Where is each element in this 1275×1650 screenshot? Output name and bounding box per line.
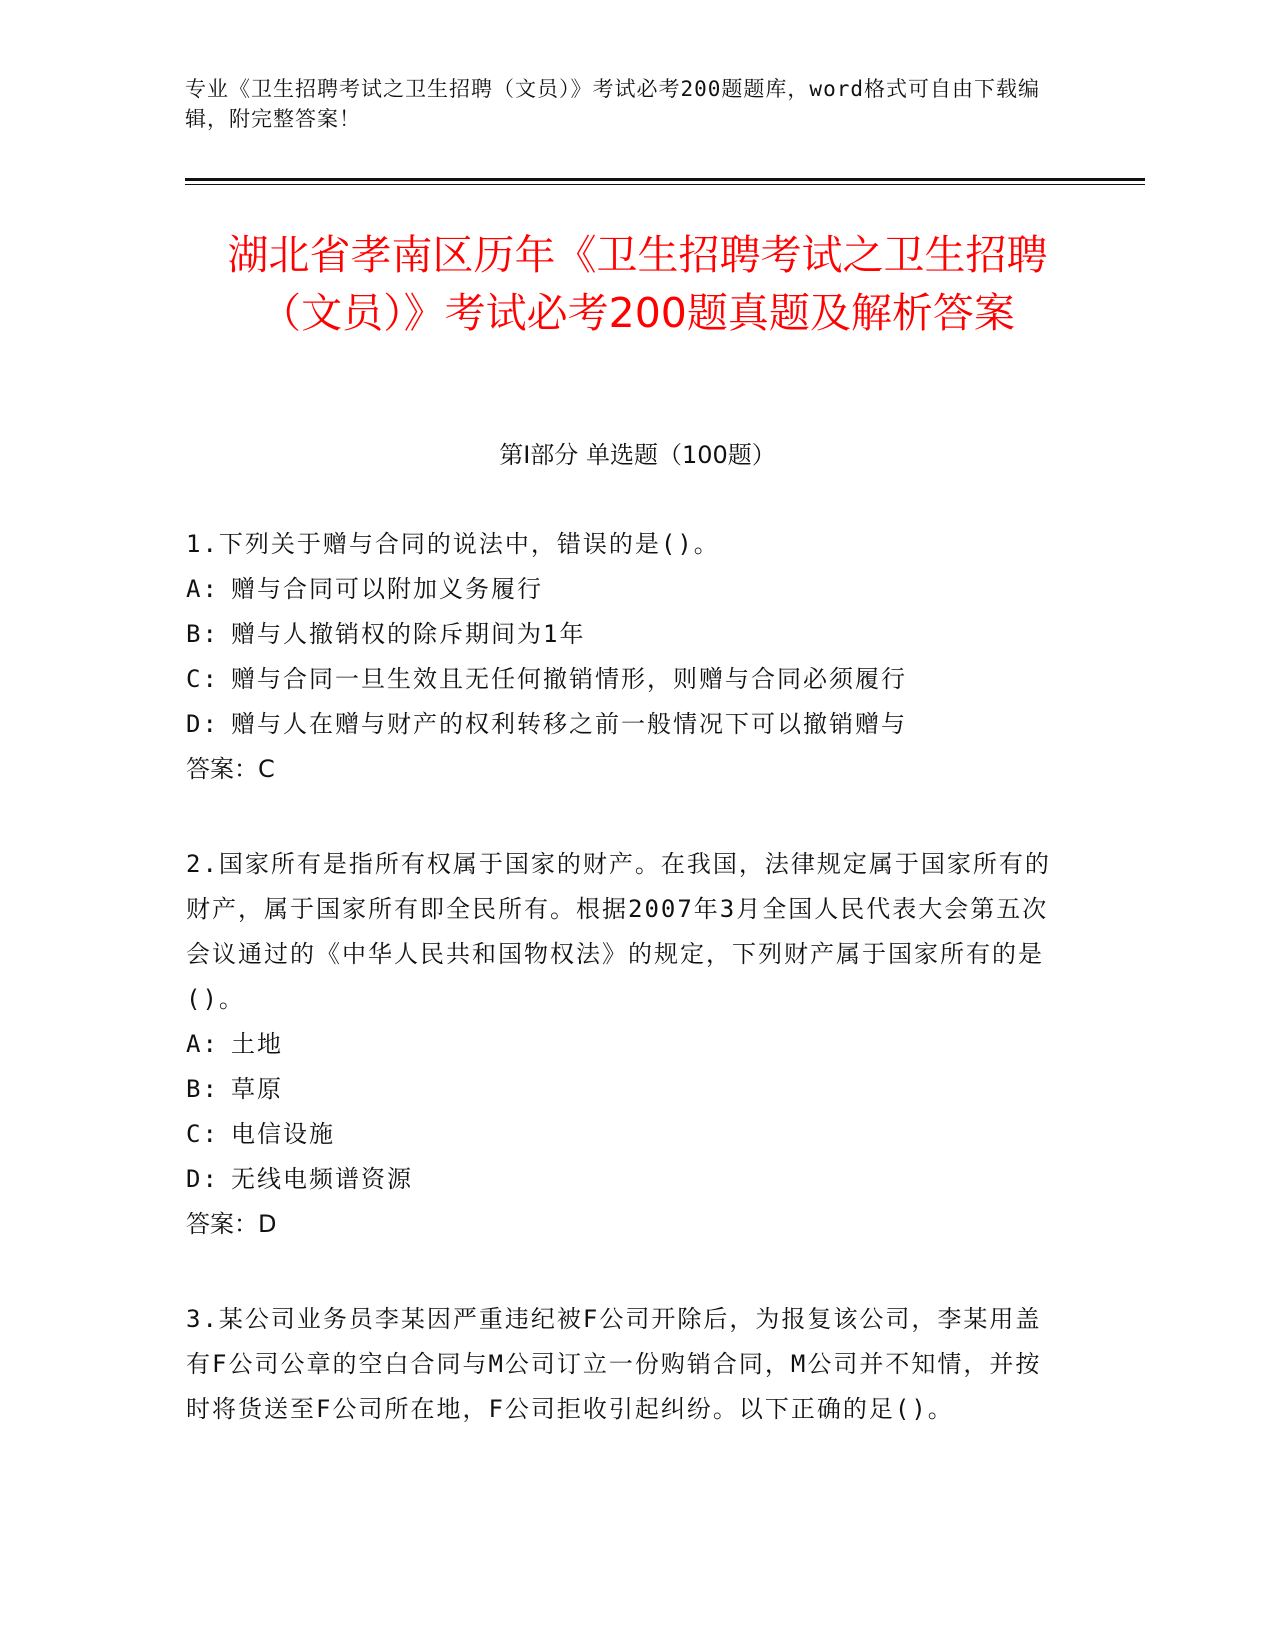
option-text: 电信设施 bbox=[231, 1120, 335, 1148]
option-d bbox=[186, 702, 1066, 747]
section-title: 第I部分 单选题（100题） bbox=[499, 441, 776, 469]
header-rule-thin bbox=[185, 184, 1145, 185]
option-text: 无线电频谱资源 bbox=[231, 1165, 413, 1193]
option-text: 赠与人撤销权的除斥期间为1年 bbox=[231, 620, 586, 648]
option-text: 土地 bbox=[231, 1030, 283, 1058]
option-key: B: bbox=[186, 620, 219, 648]
option-key: A: bbox=[186, 1030, 219, 1058]
option-c bbox=[186, 657, 1066, 702]
option-a bbox=[186, 1022, 1066, 1067]
document-title: 湖北省孝南区历年《卫生招聘考试之卫生招聘（文员）》考试必考200题真题及解析答案 bbox=[227, 231, 1048, 337]
question-2 bbox=[186, 842, 1066, 1247]
option-key: C: bbox=[186, 1120, 219, 1148]
option-b bbox=[186, 612, 1066, 657]
option-text: 赠与合同一旦生效且无任何撤销情形，则赠与合同必须履行 bbox=[231, 665, 907, 693]
option-key: C: bbox=[186, 665, 219, 693]
option-key: B: bbox=[186, 1075, 219, 1103]
answer: 答案：D bbox=[186, 1210, 277, 1238]
option-key: D: bbox=[186, 1165, 219, 1193]
header-note: 专业《卫生招聘考试之卫生招聘（文员）》考试必考200题题库，word格式可自由下载编辑，附完整答案！ bbox=[185, 77, 1040, 131]
question-stem: 1.下列关于赠与合同的说法中，错误的是()。 bbox=[186, 530, 720, 558]
option-d bbox=[186, 1157, 1066, 1202]
option-key: D: bbox=[186, 710, 219, 738]
header-rule-thick bbox=[185, 178, 1145, 181]
option-b bbox=[186, 1067, 1066, 1112]
option-text: 赠与人在赠与财产的权利转移之前一般情况下可以撤销赠与 bbox=[231, 710, 907, 738]
option-key: A: bbox=[186, 575, 219, 603]
option-c bbox=[186, 1112, 1066, 1157]
option-text: 草原 bbox=[231, 1075, 283, 1103]
question-1 bbox=[186, 522, 1066, 792]
question-stem: 3.某公司业务员李某因严重违纪被F公司开除后，为报复该公司，李某用盖有F公司公章的空白合同与M公司订立一份购销合同，M公司并不知情，并按时将货送至F公司所在地，F公司拒收引起纠纷。以下正确的足()。 bbox=[186, 1305, 1042, 1423]
option-text: 赠与合同可以附加义务履行 bbox=[231, 575, 543, 603]
option-a bbox=[186, 567, 1066, 612]
answer: 答案：C bbox=[186, 755, 275, 783]
question-stem: 2.国家所有是指所有权属于国家的财产。在我国，法律规定属于国家所有的财产，属于国家所有即全民所有。根据2007年3月全国人民代表大会第五次会议通过的《中华人民共和国物权法》的规定，下列财产属于国家所有的是()。 bbox=[186, 850, 1051, 1013]
question-3 bbox=[186, 1297, 1066, 1432]
question-list bbox=[186, 522, 1066, 1482]
